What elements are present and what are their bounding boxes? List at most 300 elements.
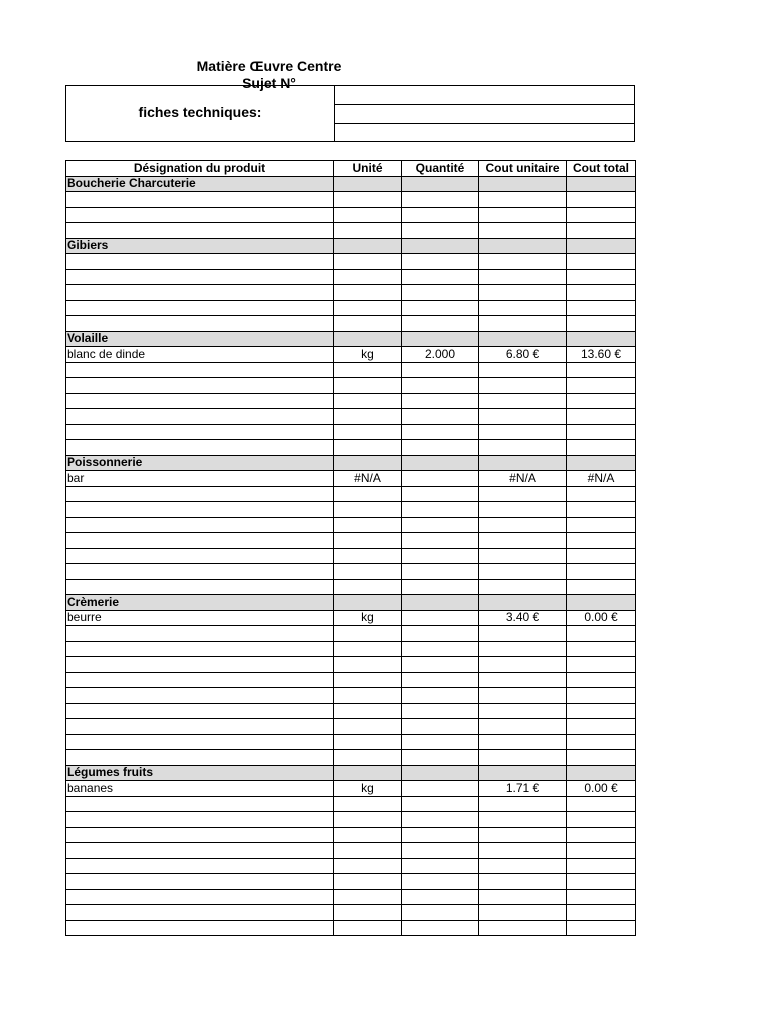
cell-total-cost[interactable] [567, 672, 636, 688]
cell-unit-cost[interactable] [479, 440, 567, 456]
cell-unit[interactable] [334, 254, 402, 270]
section-header-row [66, 765, 636, 781]
cell-quantity[interactable] [402, 750, 479, 766]
table-row [66, 719, 636, 735]
cell-unit[interactable] [334, 750, 402, 766]
cell-quantity[interactable] [402, 657, 479, 673]
cell-unit-cost[interactable] [479, 378, 567, 394]
cell-designation[interactable] [66, 192, 334, 208]
cell-quantity[interactable] [402, 362, 479, 378]
cell-total-cost[interactable] [567, 858, 636, 874]
cell-quantity[interactable] [402, 688, 479, 704]
cell-total-cost[interactable] [567, 533, 636, 549]
cell-designation[interactable]: bananes [66, 781, 334, 797]
cell-quantity[interactable] [402, 920, 479, 936]
cell-designation[interactable] [66, 905, 334, 921]
cell-total-cost[interactable] [567, 812, 636, 828]
cell-unit[interactable] [334, 812, 402, 828]
cell-unit[interactable] [334, 285, 402, 301]
cell-quantity[interactable] [402, 517, 479, 533]
cell-quantity[interactable] [402, 641, 479, 657]
cell-unit[interactable] [334, 269, 402, 285]
section-header-row [66, 455, 636, 471]
cell-unit[interactable] [334, 409, 402, 425]
cell-unit-cost[interactable] [479, 254, 567, 270]
table-row [66, 269, 636, 285]
section-header-cell [402, 238, 479, 254]
table-row [66, 827, 636, 843]
cell-unit[interactable] [334, 223, 402, 239]
cell-quantity[interactable] [402, 564, 479, 580]
cell-designation[interactable] [66, 874, 334, 890]
cell-quantity[interactable] [402, 502, 479, 518]
cell-designation[interactable] [66, 285, 334, 301]
cell-designation[interactable] [66, 409, 334, 425]
cell-designation[interactable] [66, 440, 334, 456]
section-header-cell [479, 176, 567, 192]
cell-unit-cost[interactable] [479, 579, 567, 595]
cell-unit-cost[interactable]: 3.40 € [479, 610, 567, 626]
cell-unit[interactable] [334, 207, 402, 223]
cell-unit[interactable] [334, 316, 402, 332]
cell-quantity[interactable] [402, 610, 479, 626]
cell-designation[interactable] [66, 812, 334, 828]
cell-designation[interactable] [66, 517, 334, 533]
table-row [66, 486, 636, 502]
cell-total-cost[interactable] [567, 393, 636, 409]
cell-unit-cost[interactable] [479, 719, 567, 735]
cell-total-cost[interactable] [567, 254, 636, 270]
table-row [66, 703, 636, 719]
cell-designation[interactable] [66, 486, 334, 502]
section-header-cell [402, 595, 479, 611]
cell-unit-cost[interactable] [479, 362, 567, 378]
cell-unit-cost[interactable] [479, 657, 567, 673]
cell-unit-cost[interactable] [479, 626, 567, 642]
cell-quantity[interactable] [402, 285, 479, 301]
cell-designation[interactable] [66, 920, 334, 936]
cell-total-cost[interactable] [567, 688, 636, 704]
cell-designation[interactable] [66, 672, 334, 688]
cell-total-cost[interactable] [567, 486, 636, 502]
cell-total-cost[interactable] [567, 300, 636, 316]
cell-unit-cost[interactable] [479, 285, 567, 301]
cell-total-cost[interactable]: 0.00 € [567, 781, 636, 797]
cell-unit-cost[interactable] [479, 223, 567, 239]
table-row [66, 192, 636, 208]
cell-total-cost[interactable] [567, 827, 636, 843]
cell-total-cost[interactable] [567, 440, 636, 456]
cell-unit[interactable] [334, 672, 402, 688]
cell-designation[interactable] [66, 579, 334, 595]
cell-unit-cost[interactable] [479, 796, 567, 812]
table-row [66, 905, 636, 921]
cell-unit-cost[interactable]: #N/A [479, 471, 567, 487]
section-header-cell [334, 595, 402, 611]
cell-total-cost[interactable] [567, 316, 636, 332]
cell-total-cost[interactable] [567, 207, 636, 223]
section-header-cell [567, 595, 636, 611]
section-header-cell [567, 238, 636, 254]
table-row [66, 378, 636, 394]
cell-unit[interactable] [334, 548, 402, 564]
cell-unit-cost[interactable] [479, 502, 567, 518]
table-row [66, 533, 636, 549]
cell-unit[interactable] [334, 362, 402, 378]
section-name: Poissonnerie [66, 455, 334, 471]
cell-quantity[interactable] [402, 843, 479, 859]
cell-quantity[interactable]: 2.000 [402, 347, 479, 363]
section-header-cell [567, 455, 636, 471]
section-name: Boucherie Charcuterie [66, 176, 334, 192]
section-name: Gibiers [66, 238, 334, 254]
cell-designation[interactable] [66, 533, 334, 549]
column-header-total-cost: Cout total [567, 161, 636, 177]
cell-unit[interactable] [334, 688, 402, 704]
cell-unit[interactable] [334, 796, 402, 812]
table-row [66, 610, 636, 626]
cell-unit[interactable] [334, 905, 402, 921]
section-header-cell [567, 765, 636, 781]
cell-quantity[interactable] [402, 548, 479, 564]
section-header-cell [402, 331, 479, 347]
cell-unit-cost[interactable] [479, 316, 567, 332]
cell-quantity[interactable] [402, 393, 479, 409]
cell-quantity[interactable] [402, 579, 479, 595]
cell-unit-cost[interactable]: 1.71 € [479, 781, 567, 797]
cell-unit[interactable] [334, 657, 402, 673]
cell-quantity[interactable] [402, 889, 479, 905]
cell-unit[interactable] [334, 889, 402, 905]
cell-designation[interactable] [66, 703, 334, 719]
cell-designation[interactable]: bar [66, 471, 334, 487]
cell-quantity[interactable] [402, 207, 479, 223]
cell-unit[interactable] [334, 703, 402, 719]
cell-designation[interactable] [66, 734, 334, 750]
column-header-designation: Désignation du produit [66, 161, 334, 177]
cell-designation[interactable]: blanc de dinde [66, 347, 334, 363]
cell-unit[interactable] [334, 734, 402, 750]
cell-designation[interactable] [66, 750, 334, 766]
cell-total-cost[interactable] [567, 843, 636, 859]
cell-unit-cost[interactable] [479, 192, 567, 208]
cell-designation[interactable] [66, 843, 334, 859]
cell-total-cost[interactable] [567, 626, 636, 642]
section-header-cell [402, 455, 479, 471]
cell-unit-cost[interactable] [479, 889, 567, 905]
table-row [66, 920, 636, 936]
section-header-cell [567, 331, 636, 347]
cell-unit[interactable]: kg [334, 781, 402, 797]
column-header-unit-cost: Cout unitaire [479, 161, 567, 177]
column-header-quantity: Quantité [402, 161, 479, 177]
ingredients-table [65, 160, 636, 936]
cell-quantity[interactable] [402, 626, 479, 642]
table-row [66, 223, 636, 239]
section-header-cell [479, 765, 567, 781]
cell-designation[interactable] [66, 424, 334, 440]
cell-quantity[interactable] [402, 703, 479, 719]
cell-designation[interactable] [66, 300, 334, 316]
cell-total-cost[interactable] [567, 517, 636, 533]
cell-unit-cost[interactable] [479, 300, 567, 316]
table-row [66, 347, 636, 363]
cell-designation[interactable] [66, 641, 334, 657]
cell-quantity[interactable] [402, 734, 479, 750]
cell-unit[interactable] [334, 300, 402, 316]
cell-quantity[interactable] [402, 300, 479, 316]
section-header-cell [479, 595, 567, 611]
cell-unit[interactable] [334, 378, 402, 394]
cell-quantity[interactable] [402, 827, 479, 843]
cell-quantity[interactable] [402, 672, 479, 688]
header-box-divider [334, 86, 335, 141]
table-row [66, 393, 636, 409]
table-row [66, 734, 636, 750]
subject-number-label: Sujet N° [242, 75, 296, 91]
cell-total-cost[interactable] [567, 579, 636, 595]
cell-unit-cost[interactable] [479, 269, 567, 285]
table-row [66, 424, 636, 440]
cell-total-cost[interactable] [567, 796, 636, 812]
cell-quantity[interactable] [402, 378, 479, 394]
cell-unit[interactable] [334, 440, 402, 456]
table-row [66, 471, 636, 487]
cell-designation[interactable] [66, 719, 334, 735]
section-header-row [66, 176, 636, 192]
cell-unit[interactable] [334, 533, 402, 549]
cell-unit-cost[interactable] [479, 843, 567, 859]
cell-quantity[interactable] [402, 192, 479, 208]
cell-quantity[interactable] [402, 471, 479, 487]
cell-total-cost[interactable] [567, 502, 636, 518]
cell-unit-cost[interactable] [479, 688, 567, 704]
cell-unit-cost[interactable] [479, 672, 567, 688]
cell-total-cost[interactable] [567, 378, 636, 394]
cell-unit-cost[interactable] [479, 564, 567, 580]
table-row [66, 672, 636, 688]
cell-quantity[interactable] [402, 424, 479, 440]
cell-total-cost[interactable] [567, 905, 636, 921]
cell-unit[interactable] [334, 517, 402, 533]
cell-designation[interactable] [66, 502, 334, 518]
section-header-cell [479, 331, 567, 347]
cell-unit[interactable]: kg [334, 610, 402, 626]
table-row [66, 641, 636, 657]
cell-unit[interactable] [334, 626, 402, 642]
cell-unit-cost[interactable] [479, 207, 567, 223]
cell-unit-cost[interactable] [479, 393, 567, 409]
table-row [66, 316, 636, 332]
table-row [66, 502, 636, 518]
table-row [66, 688, 636, 704]
cell-total-cost[interactable]: 13.60 € [567, 347, 636, 363]
cell-unit[interactable] [334, 393, 402, 409]
column-header-unit: Unité [334, 161, 402, 177]
cell-unit[interactable] [334, 843, 402, 859]
cell-quantity[interactable] [402, 486, 479, 502]
cell-total-cost[interactable] [567, 657, 636, 673]
cell-total-cost[interactable] [567, 223, 636, 239]
table-row [66, 843, 636, 859]
cell-quantity[interactable] [402, 316, 479, 332]
table-row [66, 285, 636, 301]
cell-total-cost[interactable] [567, 889, 636, 905]
cell-quantity[interactable] [402, 905, 479, 921]
table-row [66, 440, 636, 456]
header-line-2 [334, 123, 634, 124]
cell-quantity[interactable] [402, 719, 479, 735]
section-header-cell [567, 176, 636, 192]
cell-unit-cost[interactable] [479, 858, 567, 874]
cell-unit-cost[interactable] [479, 424, 567, 440]
cell-unit[interactable] [334, 579, 402, 595]
cell-unit[interactable] [334, 920, 402, 936]
header-line-1 [334, 104, 634, 105]
cell-unit[interactable]: kg [334, 347, 402, 363]
cell-total-cost[interactable]: #N/A [567, 471, 636, 487]
cell-unit[interactable] [334, 486, 402, 502]
cell-designation[interactable] [66, 223, 334, 239]
cell-designation[interactable] [66, 548, 334, 564]
cell-quantity[interactable] [402, 269, 479, 285]
cell-designation[interactable] [66, 254, 334, 270]
table-body [66, 176, 636, 936]
cell-designation[interactable] [66, 207, 334, 223]
section-header-cell [334, 176, 402, 192]
section-name: Volaille [66, 331, 334, 347]
table-row [66, 362, 636, 378]
cell-quantity[interactable] [402, 409, 479, 425]
cell-unit[interactable]: #N/A [334, 471, 402, 487]
table-row [66, 889, 636, 905]
cell-designation[interactable]: beurre [66, 610, 334, 626]
table-row [66, 796, 636, 812]
cell-total-cost[interactable] [567, 362, 636, 378]
table-row [66, 750, 636, 766]
cell-quantity[interactable] [402, 533, 479, 549]
cell-designation[interactable] [66, 269, 334, 285]
table-row [66, 858, 636, 874]
table-row [66, 812, 636, 828]
cell-unit-cost[interactable] [479, 827, 567, 843]
cell-unit[interactable] [334, 564, 402, 580]
table-row [66, 409, 636, 425]
cell-quantity[interactable] [402, 812, 479, 828]
table-row [66, 300, 636, 316]
cell-designation[interactable] [66, 827, 334, 843]
cell-total-cost[interactable] [567, 424, 636, 440]
table-row [66, 781, 636, 797]
section-header-cell [402, 765, 479, 781]
cell-unit[interactable] [334, 502, 402, 518]
section-header-cell [479, 238, 567, 254]
cell-unit-cost[interactable] [479, 548, 567, 564]
cell-unit-cost[interactable] [479, 734, 567, 750]
table-row [66, 254, 636, 270]
section-header-cell [479, 455, 567, 471]
section-header-row [66, 595, 636, 611]
cell-unit[interactable] [334, 192, 402, 208]
cell-designation[interactable] [66, 564, 334, 580]
table-header-row [66, 161, 636, 177]
cell-unit-cost[interactable] [479, 533, 567, 549]
cell-total-cost[interactable] [567, 703, 636, 719]
cell-quantity[interactable] [402, 858, 479, 874]
cell-unit[interactable] [334, 424, 402, 440]
cell-designation[interactable] [66, 316, 334, 332]
cell-designation[interactable] [66, 889, 334, 905]
cell-unit[interactable] [334, 858, 402, 874]
cell-quantity[interactable] [402, 874, 479, 890]
cell-designation[interactable] [66, 858, 334, 874]
cell-designation[interactable] [66, 688, 334, 704]
cell-unit-cost[interactable] [479, 750, 567, 766]
cell-quantity[interactable] [402, 223, 479, 239]
cell-unit-cost[interactable] [479, 812, 567, 828]
cell-unit[interactable] [334, 719, 402, 735]
cell-quantity[interactable] [402, 440, 479, 456]
cell-unit-cost[interactable] [479, 874, 567, 890]
cell-quantity[interactable] [402, 254, 479, 270]
cell-total-cost[interactable] [567, 548, 636, 564]
cell-designation[interactable] [66, 362, 334, 378]
cell-total-cost[interactable] [567, 734, 636, 750]
cell-designation[interactable] [66, 393, 334, 409]
section-name: Crèmerie [66, 595, 334, 611]
cell-unit-cost[interactable] [479, 641, 567, 657]
cell-total-cost[interactable] [567, 750, 636, 766]
cell-unit-cost[interactable] [479, 409, 567, 425]
cell-total-cost[interactable] [567, 641, 636, 657]
cell-unit[interactable] [334, 641, 402, 657]
table-row [66, 626, 636, 642]
cell-designation[interactable] [66, 796, 334, 812]
cell-unit[interactable] [334, 874, 402, 890]
table-row [66, 207, 636, 223]
cell-total-cost[interactable] [567, 269, 636, 285]
table-row [66, 579, 636, 595]
fiches-techniques-label: fiches techniques: [138, 104, 262, 120]
cell-total-cost[interactable] [567, 920, 636, 936]
cell-unit-cost[interactable]: 6.80 € [479, 347, 567, 363]
cell-unit-cost[interactable] [479, 486, 567, 502]
cell-unit-cost[interactable] [479, 517, 567, 533]
cell-unit[interactable] [334, 827, 402, 843]
cell-total-cost[interactable] [567, 192, 636, 208]
cell-total-cost[interactable] [567, 285, 636, 301]
cell-total-cost[interactable] [567, 409, 636, 425]
table-row [66, 874, 636, 890]
table-row [66, 517, 636, 533]
cell-unit-cost[interactable] [479, 703, 567, 719]
cell-unit-cost[interactable] [479, 905, 567, 921]
cell-total-cost[interactable] [567, 719, 636, 735]
cell-quantity[interactable] [402, 781, 479, 797]
cell-total-cost[interactable] [567, 564, 636, 580]
cell-unit-cost[interactable] [479, 920, 567, 936]
cell-designation[interactable] [66, 378, 334, 394]
cell-designation[interactable] [66, 657, 334, 673]
section-header-cell [334, 331, 402, 347]
section-name: Légumes fruits [66, 765, 334, 781]
cell-total-cost[interactable]: 0.00 € [567, 610, 636, 626]
section-header-cell [334, 238, 402, 254]
cell-designation[interactable] [66, 626, 334, 642]
cell-quantity[interactable] [402, 796, 479, 812]
section-header-row [66, 331, 636, 347]
cell-total-cost[interactable] [567, 874, 636, 890]
